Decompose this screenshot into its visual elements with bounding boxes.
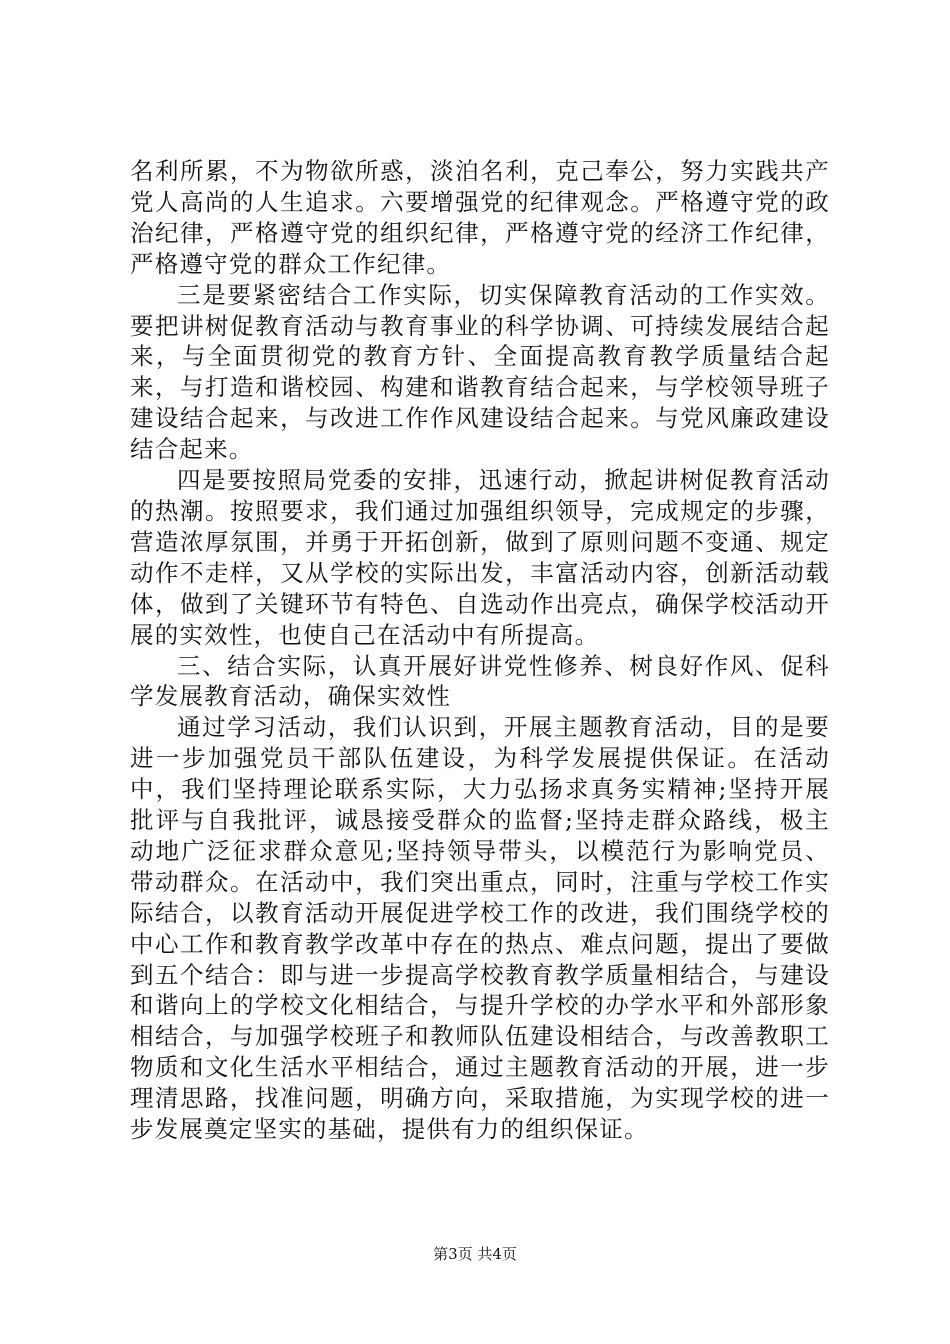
paragraph-work-effect: 三是要紧密结合工作实际，切实保障教育活动的工作实效。要把讲树促教育活动与教育事业的科学协调、可持续发展结合起来，与全面贯彻党的教育方针、全面提高教育教学质量结合起来，与打造和谐校园、构建和谐教育结合起来，与学校领导班子建设结合起来，与改进工作作风建设结合起来。与党风廉政建设结合起来。 (130, 280, 830, 464)
document-body (130, 156, 830, 1145)
paragraph-continuation: 名利所累，不为物欲所惑，淡泊名利，克己奉公，努力实践共产党人高尚的人生追求。六要增强党的纪律观念。严格遵守党的政治纪律，严格遵守党的组织纪律，严格遵守党的经济工作纪律，严格遵守党的群众工作纪律。 (130, 157, 830, 278)
paragraph-arrangement: 四是要按照局党委的安排，迅速行动，掀起讲树促教育活动的热潮。按照要求，我们通过加强组织领导，完成规定的步骤，营造浓厚氛围，并勇于开拓创新，做到了原则问题不变通、规定动作不走样，又从学校的实际出发，丰富活动内容，创新活动载体，做到了关键环节有特色、自选动作出亮点，确保学校活动开展的实效性，也使自己在活动中有所提高。 (130, 466, 830, 649)
page-number-footer: 第3页 共4页 (433, 1245, 517, 1263)
section-heading: 三、结合实际，认真开展好讲党性修养、树良好作风、促科学发展教育活动，确保实效性 (130, 651, 830, 711)
paragraph-study-activity: 通过学习活动，我们认识到，开展主题教育活动，目的是要进一步加强党员干部队伍建设，为科学发展提供保证。在活动中，我们坚持理论联系实际，大力弘扬求真务实精神;坚持开展批评与自我批评，诚恳接受群众的监督;坚持走群众路线，极主动地广泛征求群众意见;坚持领导带头，以模范行为影响党员、带动群众。在活动中，我们突出重点，同时，注重与学校工作实际结合，以教育活动开展促进学校工作的改进，我们围绕学校的中心工作和教育教学改革中存在的热点、难点问题，提出了要做到五个结合：即与进一步提高学校教育教学质量相结合，与建设和谐向上的学校文化相结合，与提升学校的办学水平和外部形象相结合，与加强学校班子和教师队伍建设相结合，与改善教职工物质和文化生活水平相结合，通过主题教育活动的开展，进一步理清思路，找准问题，明确方向，采取措施，为实现学校的进一步发展奠定坚实的基础，提供有力的组织保证。 (130, 713, 830, 1144)
